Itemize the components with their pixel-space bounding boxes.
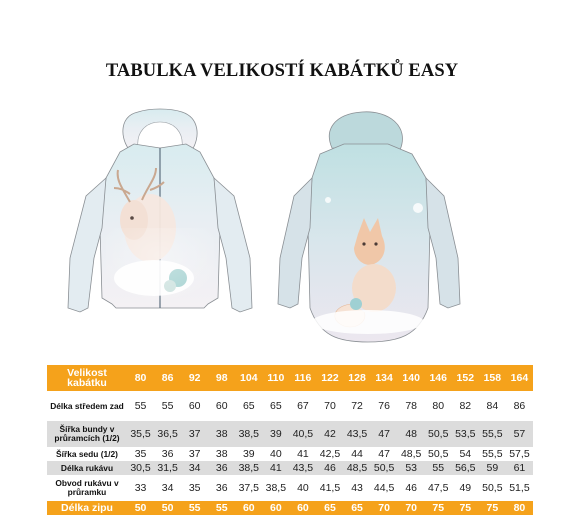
- value-cell: 50,5: [425, 447, 452, 461]
- value-cell: 48,5: [398, 447, 425, 461]
- value-cell: 80: [425, 391, 452, 421]
- value-cell: 51,5: [506, 475, 533, 501]
- table-row: [47, 447, 533, 461]
- value-cell: 72: [344, 391, 371, 421]
- value-cell: 41: [262, 461, 289, 475]
- value-cell: 59: [479, 461, 506, 475]
- size-cell: 86: [154, 365, 181, 391]
- row-label: Šířka sedu (1/2): [47, 447, 127, 461]
- row-label: Délka středem zad: [47, 391, 127, 421]
- back-hoodie: [278, 112, 460, 342]
- value-cell: 35: [127, 447, 154, 461]
- value-cell: 37,5: [235, 475, 262, 501]
- value-cell: 76: [371, 391, 398, 421]
- value-cell: 65: [316, 501, 343, 515]
- row-label: Délka rukávu: [47, 461, 127, 475]
- size-cell: 140: [398, 365, 425, 391]
- value-cell: 50: [127, 501, 154, 515]
- value-cell: 34: [181, 461, 208, 475]
- value-cell: 50,5: [425, 421, 452, 447]
- value-cell: 47: [371, 447, 398, 461]
- value-cell: 42: [316, 421, 343, 447]
- value-cell: 65: [344, 501, 371, 515]
- front-hoodie: [68, 109, 252, 312]
- value-cell: 34: [154, 475, 181, 501]
- value-cell: 60: [262, 501, 289, 515]
- value-cell: 36,5: [154, 421, 181, 447]
- value-cell: 37: [181, 421, 208, 447]
- table-row: [47, 421, 533, 447]
- row-label: Šířka bundy v průramcích (1/2): [47, 421, 127, 447]
- value-cell: 55: [425, 461, 452, 475]
- value-cell: 47: [371, 421, 398, 447]
- size-cell: 128: [344, 365, 371, 391]
- value-cell: 38,5: [262, 475, 289, 501]
- size-cell: 134: [371, 365, 398, 391]
- size-cell: 104: [235, 365, 262, 391]
- value-cell: 30,5: [127, 461, 154, 475]
- value-cell: 36: [208, 461, 235, 475]
- size-cell: 110: [262, 365, 289, 391]
- value-cell: 40: [289, 475, 316, 501]
- value-cell: 54: [452, 447, 479, 461]
- value-cell: 67: [289, 391, 316, 421]
- value-cell: 42,5: [316, 447, 343, 461]
- row-label: Obvod rukávu v průramku: [47, 475, 127, 501]
- size-cell: 80: [127, 365, 154, 391]
- value-cell: 65: [262, 391, 289, 421]
- value-cell: 35,5: [127, 421, 154, 447]
- size-cell: 152: [452, 365, 479, 391]
- value-cell: 48,5: [344, 461, 371, 475]
- value-cell: 49: [452, 475, 479, 501]
- value-cell: 82: [452, 391, 479, 421]
- value-cell: 84: [479, 391, 506, 421]
- size-cell: 146: [425, 365, 452, 391]
- size-cell: 122: [316, 365, 343, 391]
- value-cell: 55: [127, 391, 154, 421]
- value-cell: 39: [235, 447, 262, 461]
- value-cell: 40,5: [289, 421, 316, 447]
- value-cell: 60: [208, 391, 235, 421]
- value-cell: 70: [398, 501, 425, 515]
- size-cell: 164: [506, 365, 533, 391]
- size-cell: 92: [181, 365, 208, 391]
- value-cell: 86: [506, 391, 533, 421]
- value-cell: 43,5: [344, 421, 371, 447]
- value-cell: 75: [479, 501, 506, 515]
- value-cell: 56,5: [452, 461, 479, 475]
- value-cell: 60: [235, 501, 262, 515]
- value-cell: 38,5: [235, 421, 262, 447]
- value-cell: 46: [316, 461, 343, 475]
- value-cell: 55: [181, 501, 208, 515]
- table-row: [47, 391, 533, 421]
- value-cell: 55,5: [479, 447, 506, 461]
- size-header-row: [47, 365, 533, 391]
- value-cell: 65: [235, 391, 262, 421]
- table-row: [47, 461, 533, 475]
- size-table: [47, 365, 533, 515]
- header-label: Velikost kabátku: [47, 365, 127, 391]
- value-cell: 53,5: [452, 421, 479, 447]
- value-cell: 40: [262, 447, 289, 461]
- value-cell: 38,5: [235, 461, 262, 475]
- value-cell: 43,5: [289, 461, 316, 475]
- value-cell: 75: [425, 501, 452, 515]
- value-cell: 46: [398, 475, 425, 501]
- value-cell: 50,5: [371, 461, 398, 475]
- value-cell: 55: [154, 391, 181, 421]
- value-cell: 70: [371, 501, 398, 515]
- value-cell: 37: [181, 447, 208, 461]
- value-cell: 61: [506, 461, 533, 475]
- value-cell: 47,5: [425, 475, 452, 501]
- value-cell: 60: [181, 391, 208, 421]
- value-cell: 39: [262, 421, 289, 447]
- zip-length-row: [47, 501, 533, 515]
- value-cell: 36: [154, 447, 181, 461]
- value-cell: 33: [127, 475, 154, 501]
- size-cell: 98: [208, 365, 235, 391]
- value-cell: 70: [316, 391, 343, 421]
- footer-label: Délka zipu: [47, 501, 127, 515]
- value-cell: 38: [208, 447, 235, 461]
- page-title: TABULKA VELIKOSTÍ KABÁTKŮ EASY: [105, 61, 459, 81]
- value-cell: 41,5: [316, 475, 343, 501]
- value-cell: 80: [506, 501, 533, 515]
- value-cell: 35: [181, 475, 208, 501]
- table-row: [47, 475, 533, 501]
- size-cell: 116: [289, 365, 316, 391]
- value-cell: 55: [208, 501, 235, 515]
- value-cell: 43: [344, 475, 371, 501]
- value-cell: 57: [506, 421, 533, 447]
- value-cell: 41: [289, 447, 316, 461]
- value-cell: 55,5: [479, 421, 506, 447]
- value-cell: 38: [208, 421, 235, 447]
- value-cell: 50,5: [479, 475, 506, 501]
- value-cell: 60: [289, 501, 316, 515]
- size-cell: 158: [479, 365, 506, 391]
- value-cell: 31,5: [154, 461, 181, 475]
- value-cell: 44: [344, 447, 371, 461]
- value-cell: 50: [154, 501, 181, 515]
- value-cell: 48: [398, 421, 425, 447]
- hoodie-illustration: [58, 108, 506, 353]
- value-cell: 57,5: [506, 447, 533, 461]
- value-cell: 36: [208, 475, 235, 501]
- value-cell: 44,5: [371, 475, 398, 501]
- value-cell: 75: [452, 501, 479, 515]
- value-cell: 53: [398, 461, 425, 475]
- value-cell: 78: [398, 391, 425, 421]
